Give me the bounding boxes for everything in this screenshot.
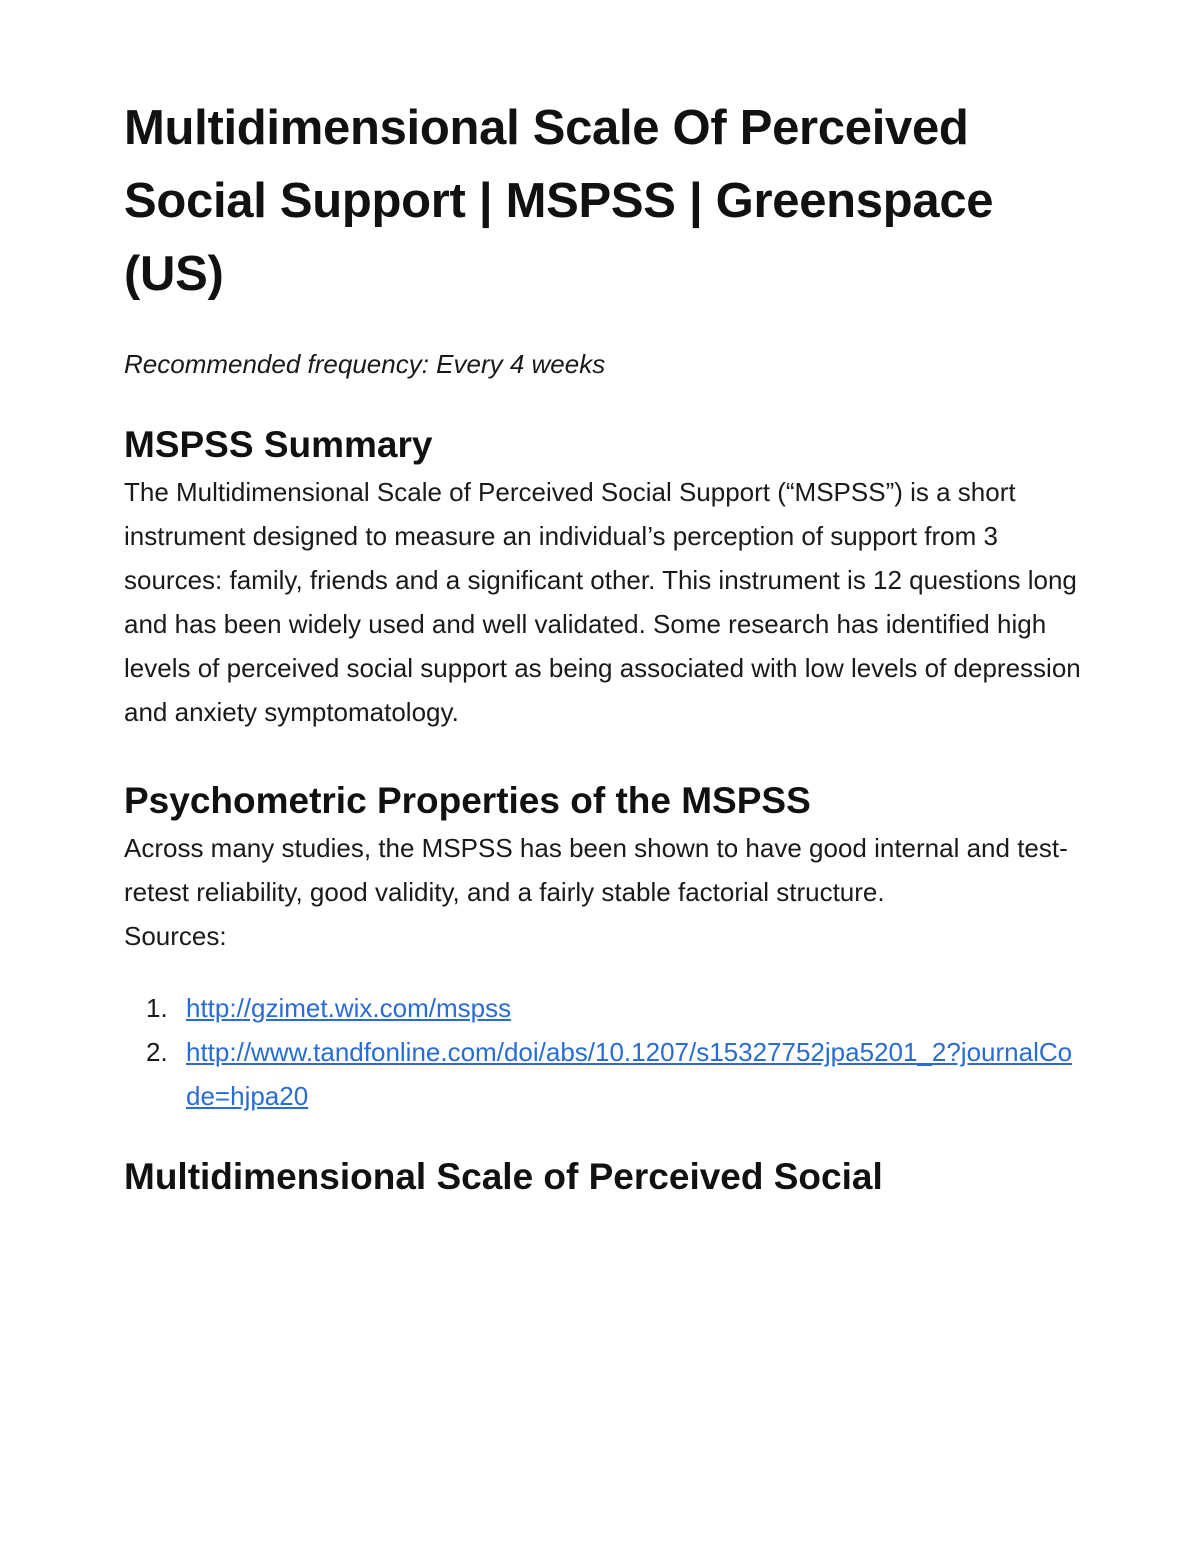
source-number: 1.: [146, 993, 168, 1023]
psychometric-heading: Psychometric Properties of the MSPSS: [124, 780, 811, 821]
source-number: 2.: [146, 1037, 168, 1067]
source-item: [124, 1030, 1084, 1118]
psychometric-paragraph: Across many studies, the MSPSS has been shown to have good internal and test-retest reliability, good validity, and a fairly stable factorial structure.: [124, 833, 1068, 907]
recommended-frequency: Recommended frequency: Every 4 weeks: [124, 349, 606, 379]
page-title: Multidimensional Scale Of Perceived Social Support | MSPSS | Greenspace (US): [124, 101, 994, 301]
document-page: [124, 92, 1084, 1202]
source-link-tandfonline[interactable]: http://www.tandfonline.com/doi/abs/10.1207/s15327752jpa5201_2?journalCode=hjpa20: [186, 1037, 1073, 1111]
summary-heading: MSPSS Summary: [124, 424, 433, 465]
sources-list: [124, 986, 1084, 1118]
scale-heading: Multidimensional Scale of Perceived Social: [124, 1156, 883, 1197]
source-item: [124, 986, 1084, 1030]
summary-paragraph: The Multidimensional Scale of Perceived Social Support (“MSPSS”) is a short instrument designed to measure an individual’s perception of support from 3 sources: family, friends and a significant other. This instrument is 12 questions long and has been widely used and well validated. Some research has identified high levels of perceived social support as being associated with low levels of depression and anxiety symptomatology.: [124, 477, 1081, 727]
sources-label: Sources:: [124, 921, 227, 951]
source-link-gzimet[interactable]: http://gzimet.wix.com/mspss: [186, 993, 512, 1023]
